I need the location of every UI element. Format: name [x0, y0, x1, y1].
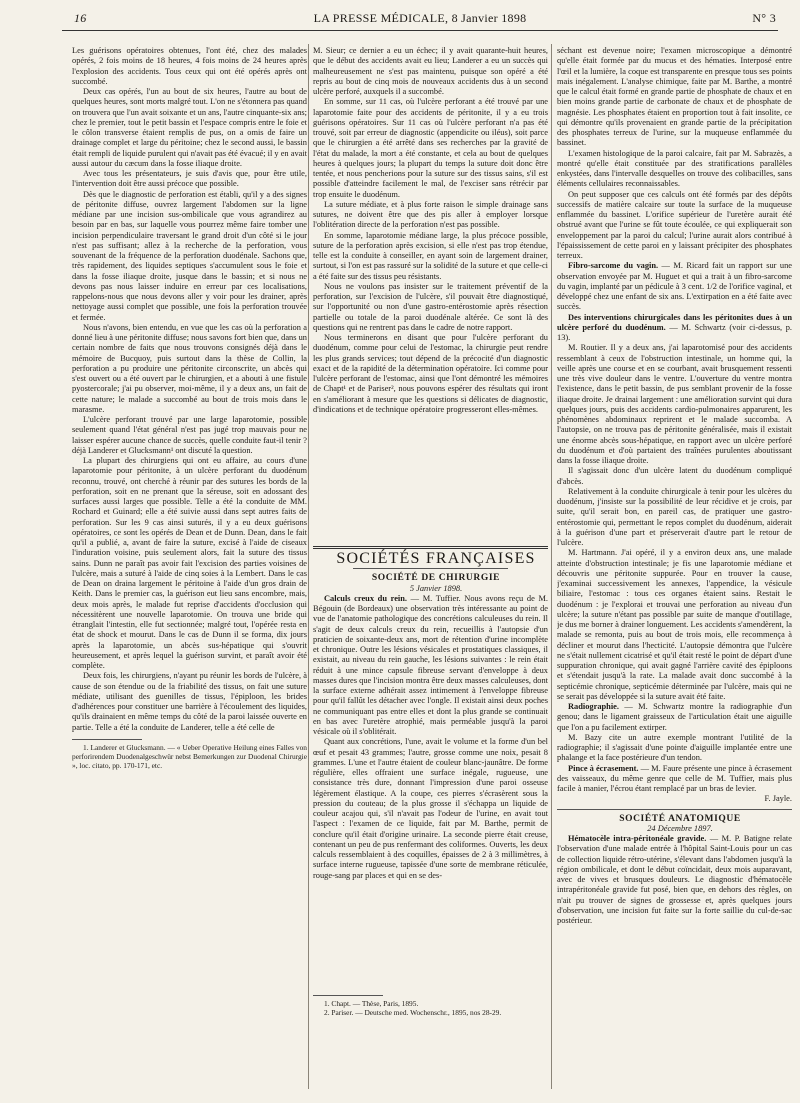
- page-number: 16: [74, 11, 87, 25]
- entry: [557, 702, 792, 733]
- entry-heading: Pince à écrasement.: [568, 763, 639, 773]
- paragraph: Deux cas opérés, l'un au bout de six heures, l'autre au bout de quelques heures, sont morts malgré tout. L'on ne s'étonnera pas quand on trouvera que l'un avait soixante et un ans, l'autre cinquante-six ans; chez le premier, tout le petit bassin et l'espace compris entre le foie et le côlon transverse étaient remplis de pus, on a omis de faire un drainage complet et large du péritoine; chez le second aussi, le bassin était rempli de liquide purulent qui n'avait pas été évacué; il y en avait aussi autour du cæcum dans la fosse iliaque droite.: [72, 87, 307, 168]
- entry-text: — M. P. Batigne relate l'observation d'une malade entrée à l'hôpital Saint-Louis pour un cas de collection liquide rétro-utérine, s'élevant dans l'abdomen jusqu'à la région ombilicale, et dont le début coïncidait, deux mois auparavant, avec de vives et brusques douleurs. Le diagnostic d'hématocèle intrapéritonéale gravide fut posé, bien que, en dehors des règles, on n'ait pu trouver de signes de grossesse et, après quelques jours d'observation, une incision fut faite sur la forte saillie du cul-de-sac postérieur.: [557, 834, 792, 925]
- entry: [557, 548, 792, 702]
- paragraph: Nous terminerons en disant que pour l'ulcère perforant du duodénum, comme pour celui de l'estomac, la chirurgie peut rendre les plus grands services; tout dépend de la précocité d'un diagnostic exact et de la rapidité de la détermination opératoire. Ici comme pour l'ulcère perforant de l'estomac, ainsi que l'ont démontré les mémoires de Chapt¹ et de Pariser², nous pouvons espérer des résultats qui iront en s'améliorant à mesure que les questions si délicates de diagnostic, d'indications et de technique opératoire progresseront elles-mêmes.: [313, 333, 548, 414]
- entry-heading: Des interventions chirurgicales dans les péritonites dues à un ulcère perforé du duodénum.: [557, 312, 792, 332]
- entry-text: Il s'agissait donc d'un ulcère latent du duodénum compliqué d'abcès.: [557, 466, 792, 486]
- entry: [557, 261, 792, 312]
- footnote-rule: [72, 739, 142, 740]
- paragraph: Les guérisons opératoires obtenues, l'ont été, chez des malades opérés, 2 fois moins de 18 heures, 4 fois moins de 24 heures après l'explosion des accidents. Tous ceux qui ont été opérés après ont succombé.: [72, 46, 307, 86]
- footnote: 1. Landerer et Glucksmann. — « Ueber Operative Heilung eines Falles von perforirendem Duodenalgeschwür nebst Bemerkungen zur Duodenal Chirurgie », loc. citato, pp. 170-171, etc.: [72, 742, 307, 770]
- paragraph: L'examen histologique de la paroi calcaire, fait par M. Sabrazès, a montré qu'elle était constituée par des stratifications parallèles enkystées, dans l'intervalle desquelles on trouve des colibacilles, sans éléments cellulaires reconnaissables.: [557, 148, 792, 189]
- entry-text: M. Routier. Il y a deux ans, j'ai laparotomisé pour des accidents ressemblant à ceux de l'obstruction intestinale, un homme qui, la veille après une course et en se courbant, avait brusquement ressenti une très vive douleur dans le ventre. L'ouverture du ventre montra l'existence, dans le petit bassin, de pus semblant provenir de la fosse iliaque droite. Je drainai largement : une amélioration survint qui dura quelques jours, puis des accidents cardio-pulmonaires apparurent, les phénomènes abdominaux reprirent et le malade succomba. A l'autopsie, on ne trouva pas de péritonite généralisée, mais il existait une énorme abcès sous-hépatique, en rapport avec un ulcère perforé du duodénum et d'où partaient des traînées purulentes aboutissant dans la fosse iliaque droite.: [557, 343, 792, 465]
- paragraph: Dès que le diagnostic de perforation est établi, qu'il y a des signes de péritonite diffuse, ouvrez largement l'abdomen sur la ligne médiane par une incision sus-ombilicale que vous agrandirez au besoin par en bas, sur laquelle vous pourrez même faire tomber une incision perpendiculaire traversant le grand droit d'un côté si le jour n'est pas suffisant; allez à la recherche de la perforation, vous souvenant de la fréquence de la perforation duodénale. Sachons que, très rapidement, des liquides septiques s'accumulent sous le foie et dans la fosse iliaque droite, jusque dans le bassin; et si nous ne devons pas nous laisser induire en erreur par ces localisations, rappelons-nous que nous devons aller y voir pour les drainer, après nettoyage aussi complet que possible, une fois la perforation trouvée et fermée.: [72, 189, 307, 322]
- entry: [557, 487, 792, 549]
- entry-heading: Hématocèle intra-péritonéale gravide.: [568, 834, 707, 843]
- entry-text: M. Bazy cite un autre exemple montrant l'utilité de la radiographie; il s'agissait d'une pointe d'aiguille implantée entre une phalange et la face postérieure d'un tendon.: [557, 732, 792, 763]
- section-title: SOCIÉTÉS FRANÇAISES: [336, 550, 536, 567]
- entry-heading: Calculs creux du rein.: [324, 593, 408, 603]
- society-title: SOCIÉTÉ DE CHIRURGIE: [371, 573, 501, 584]
- session-date: 24 Décembre 1897.: [647, 823, 713, 833]
- entry: [557, 343, 792, 466]
- section-rule: [557, 809, 792, 810]
- entry: [313, 594, 548, 738]
- column-3: [557, 46, 792, 1082]
- section-rule: [313, 546, 548, 549]
- session-date: 5 Janvier 1898.: [409, 583, 463, 593]
- entry: [557, 834, 792, 926]
- entry: [557, 733, 792, 764]
- paragraph: En somme, laparotomie médiane large, la plus précoce possible, suture de la perforation après excision, si elle n'est pas trop étendue, telle est la conduite à conseiller, en ayant soin de largement drainer, surtout, si l'on est pas rassuré sur la solidité de la suture et que celle-ci a été faite sur des tissus peu résistants.: [313, 230, 548, 281]
- paragraph: Nous n'avons, bien entendu, en vue que les cas où la perforation a donné lieu à une péritonite diffuse; nous savons fort bien que, dans un certain nombre de faits que nous trouvons consignés déjà dans le mémoire de Bucquoy, puis surtout dans la thèse de Collin, la perforation a pu produire une péritonite circonscrite, un abcès qui s'est ouvert ou a été ouvert par le chirurgien, et a abouti à une fistule pyostercorale; j'ai pu observer, moi-même, il y a deux ans, un fait de cette nature; le malade a succombé au bout de trois mois dans le marasme.: [72, 322, 307, 414]
- title-rule: [353, 568, 508, 569]
- paragraph: Nous ne voulons pas insister sur le traitement préventif de la perforation, sur l'excision de l'ulcère, s'il pouvait être diagnostiqué, sur l'opportunité ou non d'une gastro-entérostomie après résection partielle ou totale de la paroi duodénale altérée. Ce sont là des questions qui ne rentrent pas dans le cadre de notre rapport.: [313, 281, 548, 332]
- entry: [313, 737, 548, 881]
- entry-text: — M. Ricard fait un rapport sur une observation envoyée par M. Huguet et qui a trait à un fibro-sarcome du vagin, implanté par un pédicule à 3 cent. 1/2 de l'orifice vaginal, et développé chez une enfant de six ans. L'extirpation en a été faite avec succès.: [557, 261, 792, 312]
- issue-number: N° 3: [752, 11, 776, 25]
- entry-text: Relativement à la conduite chirurgicale à tenir pour les ulcères du duodénum, j'insiste sur la possibilité de leur récidive et je crois, par suite, qu'il serait bon, en pareil cas, de pratiquer une gastro-entérostomie qui, permettant le repos complet du duodénum, aiderait à la guérison d'une part et préserverait d'autre part le retour de l'ulcère.: [557, 486, 792, 547]
- society-title: SOCIÉTÉ ANATOMIQUE: [619, 813, 741, 824]
- entry-heading: Fibro-sarcome du vagin.: [568, 261, 659, 271]
- entry: [557, 764, 792, 795]
- entry-text: — M. Faure présente une pince à écrasement des vaisseaux, du même genre que celle de M. Tuffier, mais plus facile à manier, l'écrou étant remplacé par un bras de levier.: [557, 763, 792, 793]
- footnote: 2. Pariser. — Deutsche med. Wochenschr., 1895, nos 28-29.: [324, 1007, 502, 1017]
- paragraph: Avec tous les présentateurs, je suis d'avis que, pour être utile, l'intervention doit être aussi précoce que possible.: [72, 169, 307, 189]
- entry: [557, 313, 792, 344]
- page-header: [62, 8, 778, 31]
- paragraph: Deux fois, les chirurgiens, n'ayant pu réunir les bords de l'ulcère, à cause de son étendue ou de la friabilité des tissus, on fait une suture médiate, utilisant des guenilles de tissus, l'épiploon, les brides d'adhérences pour constituer une barrière à l'écoulement des liquides, qu'ils drainaient en même temps du côté de la paroi laissée ouverte en partie. Telle a été la conduite de Landerer, telle a été celle de: [72, 671, 307, 732]
- footnote: 1. Chapt. — Thèse, Paris, 1895.: [324, 998, 419, 1008]
- paragraph: La plupart des chirurgiens qui ont eu affaire, au cours d'une laparotomie pour péritonite, à un ulcère perforant du duodénum reconnu, trouvé, ont cherché à réunir par des sutures les bords de la perforation, soit en ne prenant que la séreuse, soit en adossant des surfaces aussi larges que possible. Telle a été la conduite de MM. Rochard et Guinard; elle a été suivie aussi dans sept autres faits de perforation. Sur les 9 cas ainsi suturés, il y a eu deux guérisons opératoires, ce sont les opérés de Dean et de Dunn. Dean, dans le fait qu'il a publié, a, avant de faire la suture, excisé à l'aide de ciseaux l'induration voisine, puis seulement alors, fait la suture des tissus sains. Dunn ne paraît pas avoir fait l'excision des parties voisines de l'ulcère, mais a suturé à l'aide de cinq soies à la Lembert. Dans le cas de Dean on draina largement le péritoine à l'aide d'un gros drain de Keith. Dans le premier cas, la guérison eut lieu sans encombre, mais, deux mois après, le malade fut reprise d'accidents d'occlusion qui nécessitèrent une nouvelle laparotomie. On trouva une bride qui étranglait l'intestin, elle fut sectionnée; malgré tout, l'opérée resta en état de shock et mourut. Dans le cas de Dunn il se forma, dix jours après la laparotomie, un abcès sus-hépatique qui s'ouvrit heureusement, et après lequel la guérison survint, et paraît avoir été complète.: [72, 456, 307, 670]
- signature: F. Jayle.: [764, 794, 792, 804]
- entry: [557, 466, 792, 487]
- paragraph: M. Sieur; ce dernier a eu un échec; il y avait quarante-huit heures, que le début des accidents avait eu lieu; Landerer a eu un succès qui malheureusement ne s'est pas maintenu, puisque son opéré a été repris au bout de cinq mois de nouveaux accidents dus à un second ulcère perforé, auxquels il a succombé.: [313, 46, 548, 96]
- paragraph: La suture médiate, et à plus forte raison le simple drainage sans sutures, ne doivent être que des pis aller à employer lorsque l'oblitération directe de la perforation n'est pas possible.: [313, 199, 548, 230]
- paragraph: séchant est devenue noire; l'examen microscopique a démontré qu'elle était formée par du mucus et des hématies. Interposé entre l'œil et la lumière, la coque est transparente en presque tous ses points mais inégalement. L'analyse chimique, faite par M. Barthe, a montré que le calcul était formé en grande partie de phosphate de chaux et en bien moins grande partie de carbonate de chaux et de phosphate de magnésie. Les phosphates étaient en proportion tout à fait insolite, ce qui démontre qu'ils provenaient en grande partie de la précipitation des phosphates terreux de l'urine, sur la muqueuse enflammée du bassinet.: [557, 46, 792, 148]
- entry-heading: Radiographie.: [568, 702, 619, 711]
- entry-text: — M. Schwartz (voir ci-dessus, p. 13).: [557, 322, 792, 342]
- paragraph: On peut supposer que ces calculs ont été formés par des dépôts successifs de matière calcaire sur toute la surface de la muqueuse enflammée du bassinet. L'orifice supérieur de l'uretère aurait été obstrué avant que l'urine se fût toute écoulée, ce qui expliquerait son enveloppement par la paroi du calcul; l'urine aurait alors contribué à l'épaississement de cette paroi en y laissant précipiter des phosphates terreux.: [557, 189, 792, 260]
- entry-text: — M. Tuffier. Nous avons reçu de M. Bégouin (de Bordeaux) une observation très intéressante au point de vue de l'anatomie pathologique des concrétions calculeuses du rein. Il s'agit de deux calculs creux du rein, recueillis à l'autopsie d'un praticien de soixante-deux ans, mort de rétention d'urine incomplète et chronique. Outre les lésions vésicales et prostatiques classiques, il existait, au niveau du rein gauche, les lésions suivantes : le rein était réduit à une mince capsule fibreuse servant d'enveloppe à deux masses dures que l'incision montra être deux masses calculeuses, dont la surface externe adhérait assez intimement à l'enveloppe fibreuse pour qu'il fallût les détacher avec l'ongle. Il existait ainsi deux poches ne communiquant pas entre elles et dont la plus grande se continuait en bas avec l'uretère atrophié, mais perméable jusqu'à la paroi vésicale où il s'oblitérait.: [313, 593, 548, 736]
- paragraph: En somme, sur 11 cas, où l'ulcère perforant a été trouvé par une laparotomie faite pour des accidents de péritonite, il y a eu trois guérisons opératoires. Sur 11 cas où l'ulcère perforant n'a pas été trouvé, soit par erreur de diagnostic (appendicite ou iléus), soit parce que le chirurgien a été arrêté dans ses recherches par la gravité de l'état du malade, la mort a été constante, et cela au bout de quelques heures à quelques jours; la plupart du temps la suture doit donc être tentée, et nous pencherions pour la suture sur des tissus sains, s'il est possible d'atteindre facilement le mal, de l'exciser sans rétrécir par trop ensuite le duodénum.: [313, 97, 548, 199]
- footnote-rule: [313, 995, 383, 996]
- entry-text: Quant aux concrétions, l'une, avait le volume et la forme d'un bel œuf et pesait 43 grammes; l'autre, grosse comme une noix, pesait 8 grammes. L'une et l'autre étaient de couleur blanc-jaunâtre. De forme régulière, elles offraient une surface inégale, rugueuse, une consistance très dure, donnant l'impression d'une paroi osseuse légèrement élastique. A la coupe, ces pierres s'écrasèrent sous la pression du couteau; de la plus grosse il s'échappa un liquide de couleur acajou qui, s'il n'avait pas l'odeur de l'urine, en avait tout l'aspect : l'examen de ce liquide, fait par M. Barthe, permit de conclure qu'il était d'origine urinaire. La seconde pierre était creuse, contenant un peu de pus renfermant des coliformes. Ouverts, les deux calculs ressemblaient à des coquilles, épaisses de 2 à 3 millimètres, à surface interne rugueuse, tapissée d'une sorte de membrane réticulée, rouge-sang par places et qui en se des-: [313, 737, 548, 880]
- column-2: [313, 46, 548, 1082]
- journal-title: LA PRESSE MÉDICALE, 8 Janvier 1898: [313, 11, 527, 25]
- column-1: [72, 46, 307, 1082]
- article-continuation: [313, 46, 548, 541]
- entry-text: M. Hartmann. J'ai opéré, il y a environ deux ans, une malade atteinte d'obstruction intestinale; je fis une laparotomie médiane et découvris une péritonite suppurée. Pour en trouver la cause, j'examinai successivement les annexes, l'appendice, la vésicule biliaire, l'estomac : tous ces organes étaient sains. Restait le duodénum : je l'explorai et trouvai une perforation au niveau d'un ulcère; la suture n'étant pas possible par suite de manque d'outillage, je dus me borner à drainer longuement. Les accidents s'amendèrent, la malade se remonta, puis au bout de trois mois, elle recommença à décliner et mourut dans l'hecticité. L'autopsie démontra que l'ulcère ne s'était nullement cicatrisé et qu'il était resté le point de départ d'une suppuration chronique, qui avait gagné l'arrière cavité des épiploons et s'étendait jusqu'à la rate. La malade avait donc succombé à la septicémie chronique, septicémie déterminée par l'ulcère, mais qui ne se serait pas développée si la suture avait été faite.: [557, 548, 792, 701]
- entry-text: — M. Schwartz montre la radiographie d'un genou; dans le ligament graisseux de l'articulation était une aiguille que l'on a pu facilement extirper.: [557, 702, 792, 732]
- column-divider: [308, 44, 309, 1089]
- session-report: [313, 594, 548, 989]
- paragraph: L'ulcère perforant trouvé par une large laparotomie, possible seulement quand l'état général n'est pas jugé trop mauvais pour ne laisser espérer aucune chance de succès, quelle conduite faut-il tenir ? déjà Landerer et Glucksmann¹ ont discuté la question.: [72, 415, 307, 455]
- column-divider: [551, 44, 552, 1089]
